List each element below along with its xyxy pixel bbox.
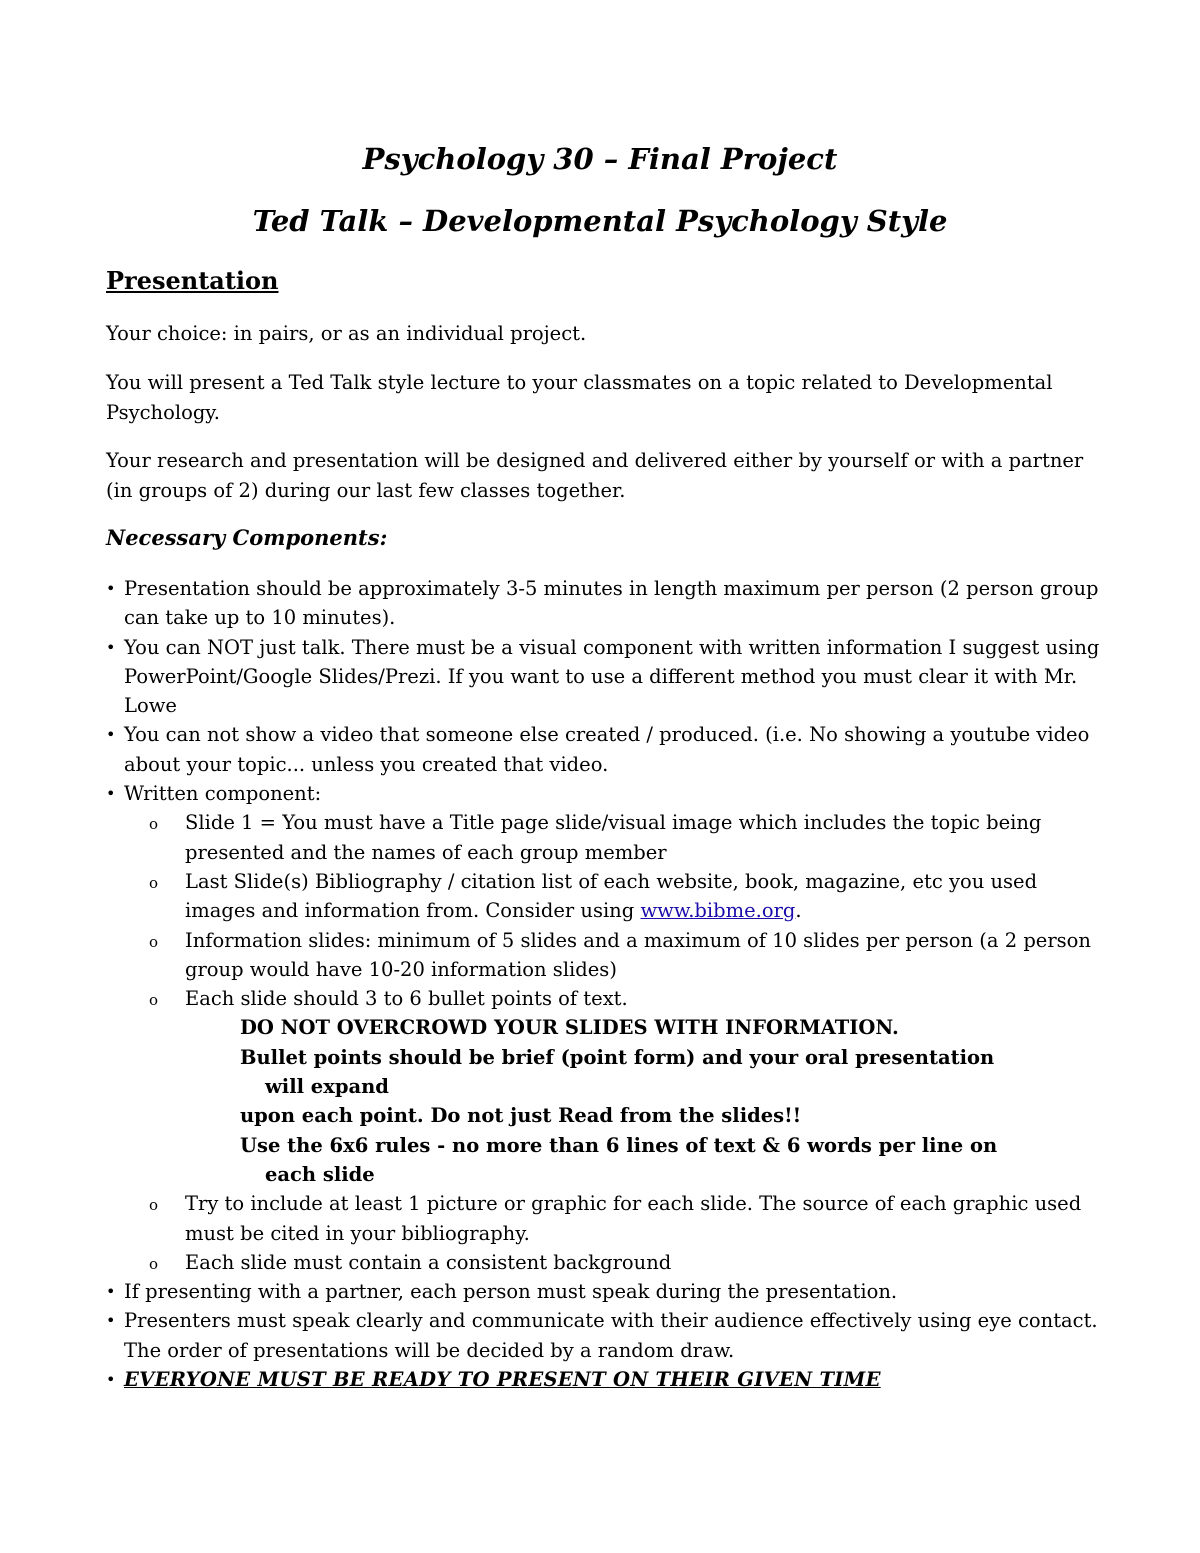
paragraph-ted-talk: You will present a Ted Talk style lecture to your classmates on a topic related to Developmental Psychology. (106, 371, 1053, 424)
slide-rule (106, 1101, 1106, 1130)
components-list (106, 574, 1106, 1394)
bullet-icon: • (106, 1370, 116, 1390)
paragraph-research: Your research and presentation will be designed and delivered either by yourself or with a partner (in groups of 2) during our last few classes together. (106, 449, 1084, 502)
sub-list-item-text: Information slides: minimum of 5 slides and a maximum of 10 slides per person (a 2 person group would have 10-20 information slides) (185, 928, 1091, 981)
list-item (106, 720, 1106, 779)
list-item-text: You can NOT just talk. There must be a visual component with written information I suggest using PowerPoint/Google Slides/Prezi. If you want to use a different method you must clear it with Mr. Lowe (124, 635, 1100, 718)
list-item-text: You can not show a video that someone else created / produced. (i.e. No showing a youtube video about your topic... unless you created that video. (124, 723, 1090, 776)
bullet-icon: • (106, 725, 116, 745)
sub-list-item (106, 926, 1106, 985)
final-notice: EVERYONE MUST BE READY TO PRESENT ON THEIR GIVEN TIME (124, 1368, 881, 1392)
bullet-icon: • (106, 1311, 116, 1331)
list-item (106, 574, 1106, 633)
bullet-icon: • (106, 637, 116, 657)
sub-list-item (106, 1248, 1106, 1277)
document-title: Psychology 30 – Final Project (362, 142, 838, 176)
bullet-icon: • (106, 1282, 116, 1302)
slide-rule (106, 1131, 1106, 1190)
sub-list-item-text: Each slide should 3 to 6 bullet points of text. (185, 987, 628, 1011)
list-item-final (106, 1365, 1106, 1394)
section-heading-presentation: Presentation (106, 266, 279, 295)
sub-list-item (106, 867, 1106, 926)
sub-list-item (106, 1189, 1106, 1248)
list-item (106, 1277, 1106, 1306)
sub-list-item-text: Try to include at least 1 picture or graphic for each slide. The source of each graphic used must be cited in your bibliography. (185, 1192, 1082, 1245)
list-item-text: Presenters must speak clearly and communicate with their audience effectively using eye contact. The order of presentations will be decided by a random draw. (124, 1309, 1098, 1362)
sub-bullet-icon: o (149, 873, 159, 892)
sub-list-item-text: Slide 1 = You must have a Title page slide/visual image which includes the topic being presented and the names of each group member (185, 811, 1042, 864)
sub-bullet-icon: o (149, 1196, 159, 1215)
slide-rule-continuation: will expand (265, 1075, 389, 1099)
sub-list-item-text: Each slide must contain a consistent background (185, 1250, 672, 1274)
document-subtitle: Ted Talk – Developmental Psychology Style (252, 204, 948, 238)
slide-rule (106, 1043, 1106, 1102)
sub-list-item-text: Last Slide(s) Bibliography / citation list of each website, book, magazine, etc you used images and information from. Consider using (185, 869, 1038, 923)
bullet-icon: • (106, 784, 116, 804)
slide-rule (106, 1013, 1106, 1042)
list-item (106, 1306, 1106, 1365)
sub-bullet-icon: o (149, 932, 159, 951)
slide-rule-text: Bullet points should be brief (point form) and your oral presentation (240, 1045, 995, 1069)
list-item-text: Written component: (124, 782, 322, 806)
slide-rule-text: DO NOT OVERCROWD YOUR SLIDES WITH INFORMATION. (240, 1016, 899, 1040)
list-item-text: If presenting with a partner, each person must speak during the presentation. (124, 1280, 898, 1304)
sub-list-item (106, 984, 1106, 1013)
bibme-link[interactable]: www.bibme.org (640, 899, 796, 923)
sub-list-item (106, 808, 1106, 867)
slide-rule-continuation: each slide (265, 1162, 375, 1186)
list-item (106, 633, 1106, 721)
sub-bullet-icon: o (149, 815, 159, 834)
sub-bullet-icon: o (149, 1254, 159, 1273)
list-item (106, 779, 1106, 808)
paragraph-choice: Your choice: in pairs, or as an individual project. (106, 322, 587, 345)
slide-rule-text: Use the 6x6 rules - no more than 6 lines of text & 6 words per line on (240, 1133, 998, 1157)
slide-rule-text: upon each point. Do not just Read from the slides!! (240, 1104, 802, 1128)
sub-list-item-text-end: . (795, 899, 802, 923)
sub-bullet-icon: o (149, 991, 159, 1010)
bullet-icon: • (106, 579, 116, 598)
list-item-text: Presentation should be approximately 3-5 minutes in length maximum per person (2 person group can take up to 10 minutes). (124, 577, 1099, 630)
components-heading: Necessary Components: (106, 525, 388, 550)
